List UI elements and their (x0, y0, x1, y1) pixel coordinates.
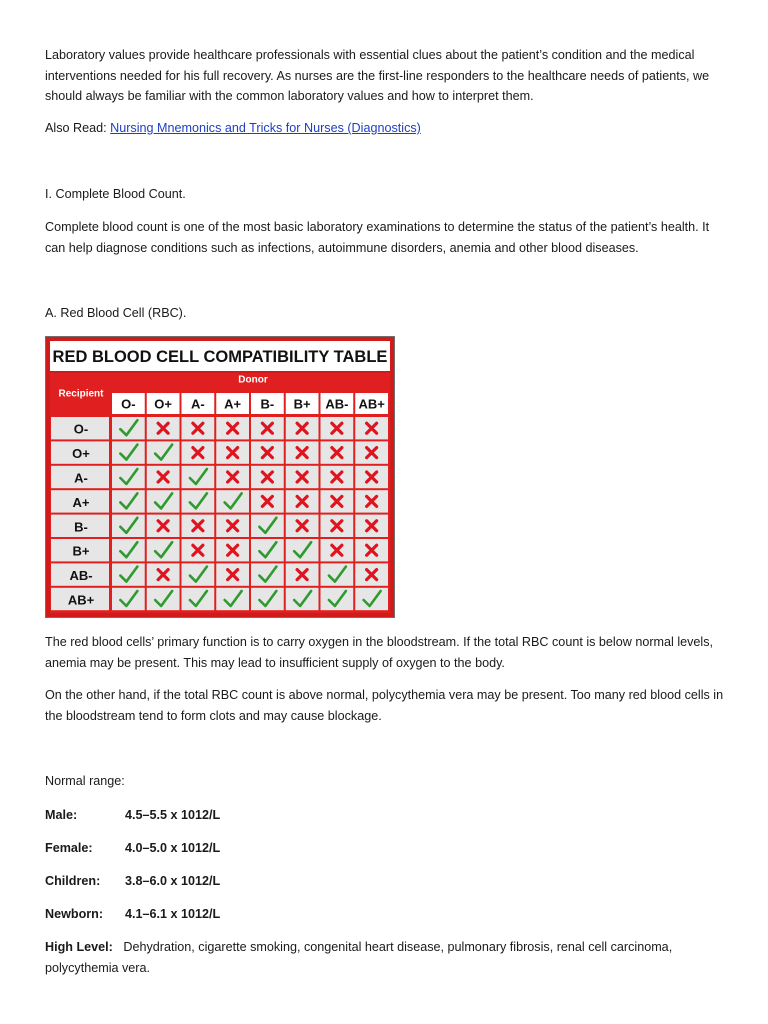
range-label: Newborn: (45, 907, 104, 921)
recipient-label-Aneg: A- (74, 470, 88, 486)
also-read-prefix: Also Read: (45, 121, 111, 135)
high-level-paragraph (45, 937, 730, 978)
compat-cell (147, 588, 180, 610)
recipient-label-Oneg: O- (73, 421, 89, 437)
high-level-label: High Level: (45, 940, 113, 954)
recipient-label-Bneg: B- (74, 519, 88, 535)
donor-label-Bneg: B- (260, 396, 275, 412)
compat-cell (321, 588, 354, 610)
compat-cell (216, 588, 249, 610)
section-heading-cbc: I. Complete Blood Count. (45, 187, 186, 201)
compat-cell (321, 563, 354, 585)
range-value: 4.0–5.0 x 1012/L (125, 841, 221, 855)
compat-cell (112, 490, 145, 512)
range-label: Children: (45, 874, 101, 888)
range-label: Male: (45, 808, 78, 822)
compat-cell (182, 563, 215, 585)
compat-cell (182, 490, 215, 512)
compat-cell (112, 539, 145, 561)
compat-cell (112, 588, 145, 610)
donor-label-Apos: A+ (224, 396, 242, 412)
rbc-compatibility-table (45, 336, 395, 618)
range-value: 4.1–6.1 x 1012/L (125, 907, 221, 921)
rbc-paragraph-2: On the other hand, if the total RBC count is above normal, polycythemia vera may be present. Too many red blood cells in the bloodstream tend to form clots and may cause blockage. (45, 688, 724, 723)
range-row-newborn (45, 905, 220, 923)
recipient-label-Apos: A+ (72, 494, 90, 510)
range-label: Female: (45, 841, 93, 855)
recipient-label-ABneg: AB- (69, 568, 93, 584)
donor-label-Bpos: B+ (293, 396, 311, 412)
compat-cell (216, 490, 249, 512)
compat-cell (112, 417, 145, 439)
recipient-label-ABpos: AB+ (67, 592, 95, 608)
range-row-female (45, 839, 220, 857)
also-read-line (45, 118, 730, 139)
compat-cell (251, 515, 284, 537)
range-value: 4.5–5.5 x 1012/L (125, 808, 221, 822)
compat-cell (251, 588, 284, 610)
range-row-children (45, 872, 220, 890)
compat-cell (147, 441, 180, 463)
nursing-mnemonics-link[interactable]: Nursing Mnemonics and Tricks for Nurses (Diagnostics) (110, 121, 421, 135)
intro-paragraph: Laboratory values provide healthcare professionals with essential clues about the patient’s condition and the medical interventions needed for his full recovery. As nurses are the first-line responders to the healthcare needs of patients, we should always be familiar with the common laboratory values and how to interpret them. (45, 48, 710, 103)
compat-cell (112, 466, 145, 488)
compat-cell (286, 539, 319, 561)
donor-label-Opos: O+ (154, 396, 172, 412)
subsection-heading-rbc: A. Red Blood Cell (RBC). (45, 306, 187, 320)
high-level-text: Dehydration, cigarette smoking, congenital heart disease, pulmonary fibrosis, renal cell carcinoma, polycythemia vera. (45, 940, 673, 975)
compat-cell (182, 588, 215, 610)
recipient-label-Opos: O+ (72, 446, 90, 462)
donor-label-ABneg: AB- (325, 396, 349, 412)
compat-cell (147, 490, 180, 512)
normal-range-heading: Normal range: (45, 774, 125, 788)
range-value: 3.8–6.0 x 1012/L (125, 874, 221, 888)
table-title: RED BLOOD CELL COMPATIBILITY TABLE (52, 348, 388, 366)
donor-header-label: Donor (238, 374, 268, 386)
compat-cell (112, 515, 145, 537)
compat-cell (147, 539, 180, 561)
compat-cell (112, 563, 145, 585)
compat-cell (286, 588, 319, 610)
compat-cell (182, 466, 215, 488)
donor-label-ABpos: AB+ (358, 396, 385, 412)
recipient-header-label: Recipient (58, 388, 104, 400)
cbc-paragraph: Complete blood count is one of the most basic laboratory examinations to determine the status of the patient’s health. It can help diagnose conditions such as infections, autoimmune disorders, anemia and other blood diseases. (45, 220, 710, 255)
compat-cell (112, 441, 145, 463)
compat-cell (251, 539, 284, 561)
compat-cell (355, 588, 388, 610)
rbc-paragraph-1: The red blood cells’ primary function is to carry oxygen in the bloodstream. If the total RBC count is below normal levels, anemia may be present. This may lead to insufficient supply of oxygen to the body. (45, 635, 714, 670)
range-row-male (45, 806, 220, 824)
donor-label-Oneg: O- (121, 396, 136, 412)
recipient-label-Bpos: B+ (72, 543, 90, 559)
compat-cell (251, 563, 284, 585)
donor-label-Aneg: A- (191, 396, 205, 412)
